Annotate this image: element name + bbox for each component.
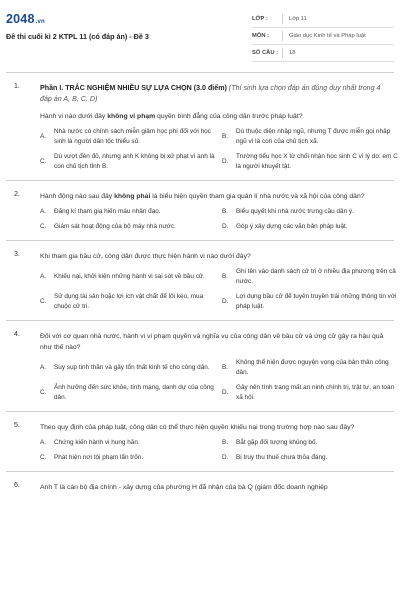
option-a[interactable] xyxy=(40,207,216,217)
question-number: 4. xyxy=(14,331,20,338)
option-d[interactable] xyxy=(222,152,398,172)
option-text: Giám sát hoạt động của bộ máy nhà nước. xyxy=(54,223,176,230)
option-label: C. xyxy=(40,454,47,461)
question-stem xyxy=(40,111,386,122)
option-label: D. xyxy=(222,223,229,230)
meta-row-count xyxy=(252,45,394,62)
option-text: Nhà nước có chính sách miễn giảm học phí đối với học sinh là người dân tộc thiểu số. xyxy=(54,128,211,145)
stem-emphasis: không phải xyxy=(114,193,151,200)
question-number: 2. xyxy=(14,191,20,198)
meta-key: SỐ CÂU : xyxy=(252,50,279,56)
option-a[interactable] xyxy=(40,358,216,378)
stem-text: quyền bình đẳng của công dân trước pháp luật? xyxy=(155,113,303,120)
option-a[interactable] xyxy=(40,267,216,287)
option-b[interactable] xyxy=(222,267,398,287)
option-label: C. xyxy=(40,158,47,165)
option-label: B. xyxy=(222,364,229,371)
option-c[interactable] xyxy=(40,292,216,312)
logo-text: 2048 xyxy=(6,12,35,26)
option-text: Gây nên tình trạng mất an ninh chính trị, trật tự, an toàn xã hội. xyxy=(236,384,395,401)
option-d[interactable] xyxy=(222,292,398,312)
option-label: D. xyxy=(222,389,229,396)
option-text: Dù vượt đèn đỏ, nhưng anh K không bị xử phạt vì anh là con chủ tịch tỉnh B. xyxy=(54,153,215,170)
option-b[interactable] xyxy=(222,358,398,378)
question-number: 3. xyxy=(14,251,20,258)
meta-value: Lớp 11 xyxy=(289,16,307,22)
question-number: 6. xyxy=(14,482,20,489)
option-text: Suy sụp tinh thần và gây tổn thất kinh tế cho công dân. xyxy=(54,364,210,371)
meta-key: LỚP : xyxy=(252,16,268,22)
options-grid xyxy=(40,438,386,463)
meta-key: MÔN : xyxy=(252,33,270,39)
option-label: A. xyxy=(40,273,47,280)
stem-text: là biểu hiện quyền tham gia quản lí nhà nước và xã hội của công dân? xyxy=(150,193,365,200)
option-text: Dù thuộc diện nhập ngũ, nhưng T được miễn gọi nhập ngũ vì là con của chủ tịch xã. xyxy=(236,128,391,145)
option-label: A. xyxy=(40,439,47,446)
option-c[interactable] xyxy=(40,152,216,172)
stem-emphasis: không vi phạm xyxy=(107,113,156,120)
question-stem xyxy=(40,191,386,202)
option-text: Không thể hiện được nguyện vọng của bản thân công dân. xyxy=(236,359,389,376)
option-c[interactable] xyxy=(40,383,216,403)
options-grid xyxy=(40,267,397,312)
option-text: Sử dụng tài sản hoặc lợi ích vật chất để lôi kéo, mua chuộc cử tri. xyxy=(54,293,204,310)
option-a[interactable] xyxy=(40,438,216,448)
question-stem xyxy=(40,251,386,262)
option-a[interactable] xyxy=(40,127,216,147)
question-5 xyxy=(0,412,400,471)
stem-text: Đối với cơ quan nhà nước, hành vi vi phạm quyền và nghĩa vụ của công dân về bầu cử và ứng cử gây ra hậu quả như thế nào? xyxy=(40,333,384,351)
option-text: Ghi tên vào danh sách cử tri ở nhiều địa phương trên cả nước. xyxy=(236,268,396,285)
question-number: 1. xyxy=(14,83,20,90)
question-stem xyxy=(40,482,386,493)
option-text: Biểu quyết khi nhà nước trưng cầu dân ý. xyxy=(236,208,354,215)
section-instruction: (Thí sinh lựa chọn đáp án đúng duy nhất trong 4 đáp án A, B, C, D) xyxy=(40,84,381,103)
option-text: Trường tiểu học X từ chối nhận học sinh C vì lý do: em C là người khuyết tật. xyxy=(236,153,398,170)
question-number: 5. xyxy=(14,422,20,429)
options-grid xyxy=(40,127,398,172)
option-c[interactable] xyxy=(40,222,216,232)
option-text: Bị truy thu thuế chưa thỏa đáng. xyxy=(236,454,328,461)
options-grid xyxy=(40,207,386,232)
option-label: B. xyxy=(222,439,229,446)
option-text: Bắt gặp đối tượng khủng bố. xyxy=(236,439,318,446)
option-label: A. xyxy=(40,133,47,140)
option-label: D. xyxy=(222,158,229,165)
option-text: Góp ý xây dựng các văn bản pháp luật. xyxy=(236,223,348,230)
stem-text: Khi tham gia bầu cử, công dân được thực hiện hành vi nào dưới đây? xyxy=(40,253,251,260)
option-label: A. xyxy=(40,364,47,371)
option-text: Phát hiện nơi tội phạm lẩn trốn. xyxy=(54,454,144,461)
option-text: Ảnh hưởng đến sức khỏe, tính mạng, danh dự của công dân. xyxy=(54,384,214,401)
question-3 xyxy=(0,241,400,320)
option-label: B. xyxy=(222,273,229,280)
stem-text: Hành động nào sau đây xyxy=(40,193,115,200)
option-text: Khiếu nại, khởi kiện những hành vi sai sót về bầu cử. xyxy=(54,273,205,280)
question-list xyxy=(0,72,400,506)
option-b[interactable] xyxy=(222,127,398,147)
option-d[interactable] xyxy=(222,222,398,232)
question-stem xyxy=(40,331,386,353)
stem-text: Theo quy định của pháp luật, công dân có thể thực hiện quyền khiếu nại trong trường hợp nào sau đây? xyxy=(40,424,355,431)
stem-text: Anh T là cán bộ địa chính - xây dựng của phường H đã nhận của bà Q (giám đốc doanh nghiệp xyxy=(40,484,328,491)
meta-separator xyxy=(282,31,283,41)
option-label: D. xyxy=(222,298,229,305)
option-c[interactable] xyxy=(40,453,216,463)
meta-separator xyxy=(282,14,283,24)
stem-text: Hành vi nào dưới đây xyxy=(40,113,108,120)
option-label: C. xyxy=(40,298,47,305)
option-d[interactable] xyxy=(222,383,398,403)
question-stem xyxy=(40,422,386,433)
option-label: B. xyxy=(222,133,229,140)
option-label: A. xyxy=(40,208,47,215)
meta-value: Giáo dục Kinh tế và Pháp luật xyxy=(289,33,366,39)
option-b[interactable] xyxy=(222,438,398,448)
option-text: Chứng kiến hành vi hung hăn. xyxy=(54,439,140,446)
section-heading xyxy=(40,83,386,105)
question-1 xyxy=(0,73,400,180)
meta-row-subject xyxy=(252,28,394,45)
meta-value: 18 xyxy=(289,50,296,56)
site-logo[interactable] xyxy=(6,12,45,26)
options-grid xyxy=(40,358,395,403)
question-4 xyxy=(0,321,400,411)
exam-meta-table xyxy=(252,11,394,62)
option-label: B. xyxy=(222,208,229,215)
header xyxy=(0,0,400,66)
section-title: Phần I. TRẮC NGHIỆM NHIỀU SỰ LỰA CHỌN (3.0 điểm) xyxy=(40,84,227,92)
question-6 xyxy=(0,472,400,506)
question-2 xyxy=(0,181,400,240)
meta-row-class xyxy=(252,11,394,28)
option-text: Đăng kí tham gia hiến máu nhân đạo. xyxy=(54,208,161,215)
meta-separator xyxy=(282,48,283,58)
option-label: C. xyxy=(40,389,47,396)
option-label: C. xyxy=(40,223,47,230)
option-label: D. xyxy=(222,454,229,461)
option-d[interactable] xyxy=(222,453,398,463)
page-title: Đề thi cuối kì 2 KTPL 11 (có đáp án) - Đề 3 xyxy=(6,32,149,41)
logo-suffix: .vn xyxy=(35,19,45,25)
option-text: Lợi dụng bầu cử để tuyên truyền trái những thông tin với pháp luật. xyxy=(236,293,397,310)
option-b[interactable] xyxy=(222,207,398,217)
